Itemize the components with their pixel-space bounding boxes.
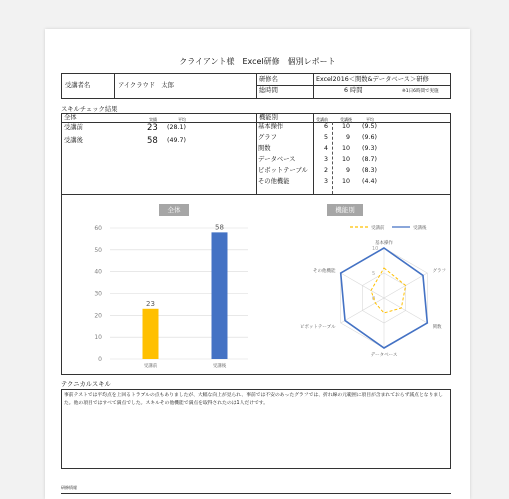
hours-label: 総時間: [259, 87, 278, 94]
bar-chart: [80, 218, 250, 368]
overall-col-actual: 実績: [149, 117, 157, 122]
overall-row-avg: (49.7): [167, 137, 186, 144]
bar: [212, 232, 228, 359]
y-tick-label: 20: [94, 312, 102, 320]
func-row-after: 10: [342, 156, 351, 163]
func-row-label: グラフ: [258, 134, 277, 141]
y-tick-label: 30: [94, 290, 102, 298]
report-sheet: [45, 29, 470, 499]
func-row-avg: (4.4): [362, 178, 377, 185]
data-label: 58: [215, 223, 224, 232]
hours-note: ※1日6時間で実施: [402, 89, 439, 94]
y-tick-label: 0: [98, 356, 102, 363]
skillcheck-heading: スキルチェック結果: [61, 106, 118, 113]
func-row-avg: (9.6): [362, 134, 377, 141]
radar-chart: [256, 218, 450, 374]
func-row-before: 4: [324, 145, 329, 152]
func-row-before: 2: [324, 167, 329, 174]
r-tick-label: 10: [372, 246, 379, 252]
overall-col-avg: 平均: [178, 117, 186, 122]
func-row-before: 6: [324, 123, 329, 130]
technical-text: 事前テストでは平均点を上回るトラブルの点もありましたが、大幅な向上が見られ、事前では不安のあったグラフでは、折れ線の元範囲に項目が含まれておらず減点となりました。他の項目ではすべて満点でした。スキルその他機能で満点を取得されたのは1人だけです。: [64, 393, 443, 406]
func-row-after: 10: [342, 123, 351, 130]
func-row-after: 9: [346, 167, 351, 174]
category-label: グラフ: [432, 269, 446, 274]
func-row-before: 5: [324, 134, 329, 141]
r-tick-label: 0: [372, 296, 376, 302]
func-col-before: 受講前: [316, 117, 328, 122]
data-label: 23: [146, 299, 155, 308]
overall-row-avg: (28.1): [167, 124, 186, 131]
func-col-avg: 平均: [366, 117, 374, 122]
category-label: ピボットテーブル: [299, 325, 336, 330]
func-row-after: 9: [346, 134, 351, 141]
func-row-avg: (9.3): [362, 145, 377, 152]
overall-label: 全体: [64, 114, 77, 121]
y-tick-label: 50: [94, 246, 102, 254]
func-row-avg: (8.7): [362, 156, 377, 163]
course-value: Excel2016＜関数&データベース＞研修: [316, 76, 429, 83]
func-row-before: 3: [324, 156, 329, 163]
technical-box: [61, 389, 451, 469]
overall-row-label: 受講前: [64, 124, 83, 131]
y-tick-label: 60: [94, 225, 102, 232]
header-info-box: [61, 73, 451, 99]
category-label: 基本操作: [375, 241, 393, 246]
func-label: 機能別: [259, 114, 278, 121]
series-line: [371, 268, 406, 313]
func-row-label: データベース: [258, 156, 296, 163]
legend-label: 受講前: [371, 226, 385, 231]
func-row-avg: (8.3): [362, 167, 377, 174]
trainee-name: アイクラウド 太郎: [118, 82, 174, 89]
category-label: データベース: [370, 353, 398, 358]
func-row-after: 10: [342, 178, 351, 185]
func-row-label: ピボットテーブル: [258, 167, 308, 174]
bar: [143, 309, 159, 359]
skillcheck-box: [61, 113, 451, 375]
func-row-avg: (9.5): [362, 123, 377, 130]
course-label: 研修名: [259, 76, 278, 83]
radar-chart-title: 機能別: [327, 204, 363, 216]
func-row-before: 3: [324, 178, 329, 185]
footer-heading: 研修情報: [61, 485, 77, 490]
technical-heading: テクニカルスキル: [61, 381, 111, 388]
func-col-after: 受講後: [340, 117, 352, 122]
func-row-label: 関数: [258, 145, 271, 152]
x-tick-label: 受講前: [143, 364, 158, 368]
func-row-after: 10: [342, 145, 351, 152]
x-tick-label: 受講後: [212, 364, 227, 368]
category-label: その他機能: [313, 269, 336, 274]
overall-row-actual: 58: [147, 136, 158, 146]
overall-row-actual: 23: [147, 123, 158, 133]
y-tick-label: 10: [94, 334, 102, 342]
hours-value: 6 時間: [344, 87, 363, 94]
overall-row-label: 受講後: [64, 137, 83, 144]
y-tick-label: 40: [94, 268, 102, 276]
bar-chart-title: 全体: [159, 204, 189, 216]
category-label: 関数: [432, 325, 442, 330]
report-title: クライアント様 Excel研修 個別レポート: [179, 57, 336, 66]
legend-label: 受講後: [413, 226, 427, 231]
func-row-label: 基本操作: [258, 123, 284, 130]
r-tick-label: 5: [372, 271, 376, 277]
trainee-label: 受講者名: [65, 82, 91, 89]
func-row-label: その他機能: [258, 178, 290, 185]
